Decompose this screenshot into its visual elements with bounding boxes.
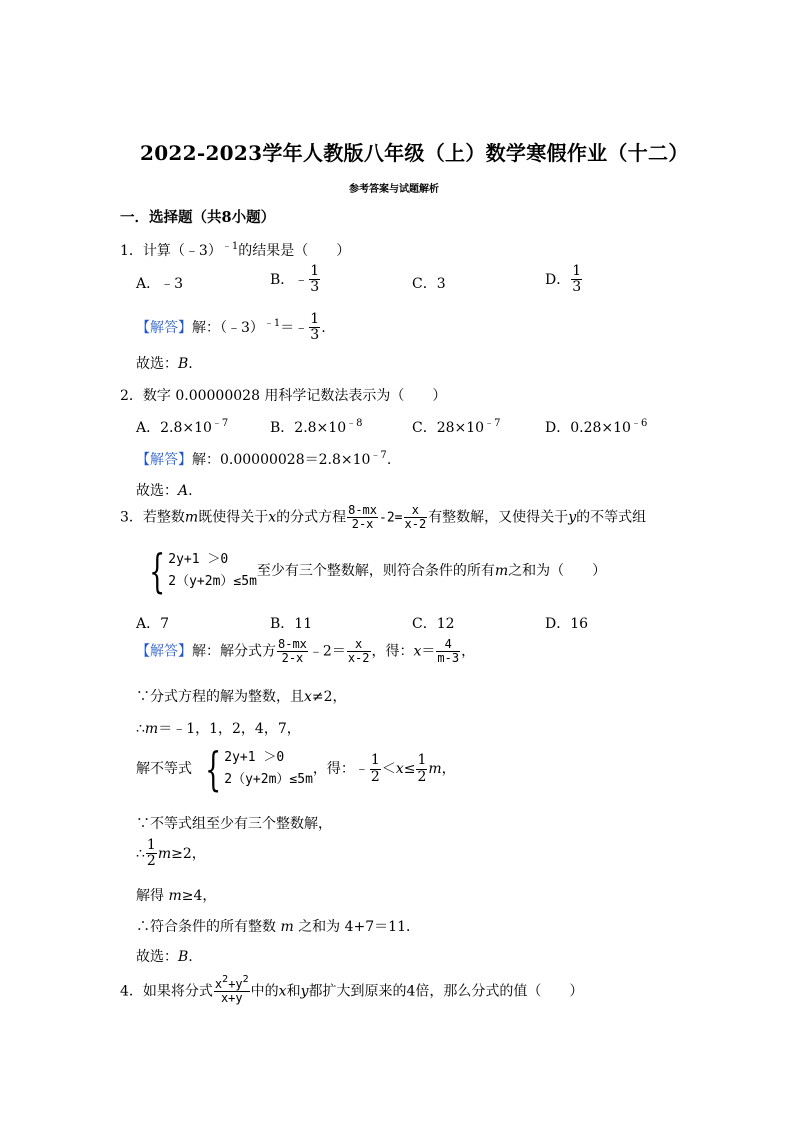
brace-icon: { xyxy=(205,742,222,796)
fraction: $\frac{x^2+y^2}{x+y}$ xyxy=(214,974,249,1006)
q3-option-d: D．16 xyxy=(545,616,589,632)
question-4: 4．如果将分式 $\frac{x^2+y^2}{x+y}$ 中的x和y都扩大到原来的4倍，那么分式的值（ ） xyxy=(120,974,584,1006)
solution-label: 【解答】 xyxy=(136,452,192,468)
q2-option-b: B．$2.8\times 10^{﹣8}$ xyxy=(270,418,363,436)
inequality-system: { 2y+1 ＞0 2（y+2m）≤5m xyxy=(149,544,257,598)
fraction: $\frac{1}{2}$ xyxy=(370,752,380,785)
q3-solution-line-5: ∵不等式组至少有三个整数解， xyxy=(136,816,332,832)
q3-solution-line-1: 【解答】解：解分式方 $\frac{8-mx}{2-x}$ ﹣2＝ $\frac{x}{x-2}$ ，得：x＝ $\frac{4}{m-3}$ ， xyxy=(136,637,476,666)
fraction: $\frac{1}{3}$ xyxy=(572,263,582,296)
q2-answer: 故选：A. xyxy=(136,483,193,499)
section-heading: 一．选择题（共8小题） xyxy=(120,209,276,226)
question-2: 2．数字 0.00000028 用科学记数法表示为（ ） xyxy=(120,388,447,404)
q1-option-d: D． $\frac{1}{3}$ xyxy=(545,263,582,296)
fraction: $\frac{8-mx}{2-x}$ xyxy=(278,637,307,666)
q3-inequality-system: { 2y+1 ＞0 2（y+2m）≤5m 至少有三个整数解，则符合条件的所有m之和为（ ） xyxy=(136,548,606,594)
q2-option-a: A．$2.8\times 10^{﹣7}$ xyxy=(136,418,229,436)
q3-option-b: B．11 xyxy=(270,616,313,632)
fraction: $\frac{1}{3}$ xyxy=(310,311,320,344)
q3-option-a: A．7 xyxy=(136,616,170,632)
fraction: $\frac{8-mx}{2-x}$ xyxy=(348,503,378,532)
solution-label: 【解答】 xyxy=(136,319,192,336)
q3-solution-line-8: ∴符合条件的所有整数 m 之和为 4+7＝11． xyxy=(136,919,420,935)
inequality-system: { 2y+1 ＞0 2（y+2m）≤5m xyxy=(205,742,313,796)
fraction: $\frac{1}{3}$ xyxy=(310,263,320,296)
document-title: 2022-2023学年人教版八年级（上）数学寒假作业（十二） xyxy=(140,141,689,165)
q3-solution-line-3: ∴m＝﹣1，1，2，4，7， xyxy=(136,721,301,737)
solution-label: 【解答】 xyxy=(136,643,192,660)
fraction: $\frac{1}{2}$ xyxy=(146,837,156,870)
q3-solution-line-6: ∴ $\frac{1}{2}$ m≥2， xyxy=(136,837,206,870)
q3-option-c: C．12 xyxy=(412,616,455,632)
q3-solution-line-2: ∵分式方程的解为整数，且x≠2， xyxy=(136,689,347,705)
q1-option-c: C．3 xyxy=(412,276,446,292)
q1-solution: 【解答】解：（﹣3）$^{﹣1}$＝﹣ $\frac{1}{3}$ . xyxy=(136,311,326,344)
question-3: 3．若整数m既使得关于x的分式方程 $\frac{8-mx}{2-x}$ -2= $\frac{x}{x-2}$ 有整数解，又使得关于y的不等式组 xyxy=(120,503,647,532)
q3-answer: 故选：B. xyxy=(136,949,193,965)
q1-answer: 故选：B. xyxy=(136,356,193,372)
q1-option-b: B．﹣ $\frac{1}{3}$ xyxy=(270,263,320,296)
brace-icon: { xyxy=(149,544,166,598)
document-subtitle: 参考答案与试题解析 xyxy=(349,184,439,195)
q3-solution-line-7: 解得 m≥4， xyxy=(136,888,217,904)
q3-solution-line-4: 解不等式 { 2y+1 ＞0 2（y+2m）≤5m ，得：﹣ $\frac{1}{2}$ ＜x≤ $\frac{1}{2}$ m， xyxy=(136,742,456,796)
fraction: $\frac{x}{x-2}$ xyxy=(404,503,427,532)
question-1: 1．计算（﹣3）$^{﹣1}$的结果是（ ） xyxy=(120,241,351,259)
q2-option-c: C．$28\times 10^{﹣7}$ xyxy=(412,418,501,436)
q2-option-d: D．$0.28\times 10^{﹣6}$ xyxy=(545,418,648,436)
fraction: $\frac{1}{2}$ xyxy=(417,752,427,785)
fraction: $\frac{x}{x-2}$ xyxy=(347,637,370,666)
q1-option-a: A．﹣3 xyxy=(136,276,184,292)
q2-solution: 【解答】解：$0.00000028=2.8\times 10^{﹣7}$. xyxy=(136,450,392,468)
fraction: $\frac{4}{m-3}$ xyxy=(437,637,460,666)
